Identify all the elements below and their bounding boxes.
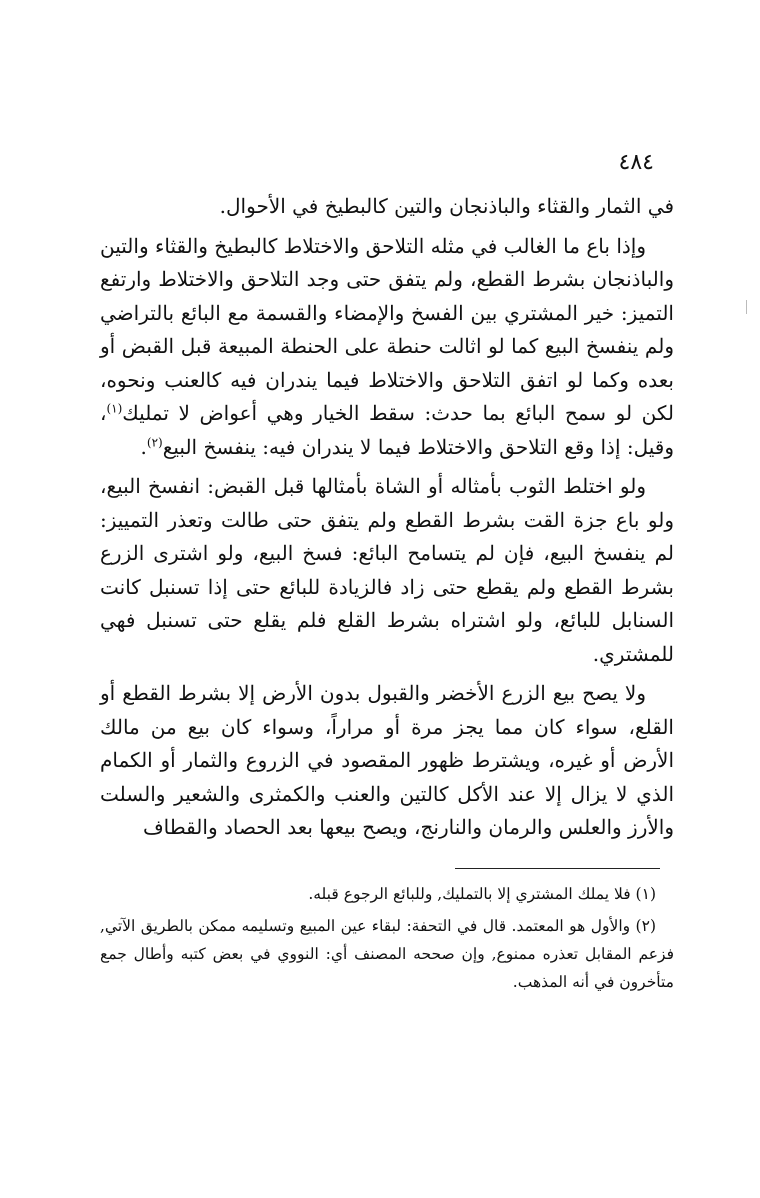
paragraph [100, 470, 674, 671]
paragraph-text: . [140, 434, 147, 459]
paragraph-text: ولا يصح بيع الزرع الأخضر والقبول بدون الأرض إلا بشرط القطع أو القلع، سواء كان مما يجز مرة أو مراراً، وسواء كان بيع من مالك الأرض أو غيره، ويشترط ظهور المقصود في الزروع والثمار أو الكمام الذي لا يزال إلا عند الأكل كالتين والعنب والكمثرى والشعير والسلت والأرز والعلس والرمان والنارنج، ويصح بيعها بعد الحصاد والقطاف [100, 681, 674, 839]
footnote: (١) فلا يملك المشتري إلا بالتمليك, وللبائع الرجوع قبله. [308, 885, 656, 903]
paragraph-text: في الثمار والقثاء والباذنجان والتين كالبطيخ في الأحوال. [219, 194, 674, 218]
footnote-reference[interactable]: (٢) [146, 434, 163, 449]
paragraph [100, 677, 674, 845]
paragraph-text: وإذا باع ما الغالب في مثله التلاحق والاختلاط كالبطيخ والقثاء والتين والباذنجان بشرط القطع، ولم يتفق حتى وجد التلاحق والاختلاط وارتفع التميز: خير المشتري بين الفسخ والإمضاء والقسمة مع البائع بالتراضي ولم ينفسخ البيع كما لو اثالت حنطة على الحنطة المبيعة قبل القبض أو بعده وكما لو اتفق التلاحق والاختلاط فيما يندران فيه كالعنب ونحوه، لكن لو سمح البائع بما حدث: سقط الخيار وهي أعواض لا تمليك [100, 233, 674, 425]
main-text [100, 190, 674, 851]
footnote-separator [455, 868, 660, 869]
paragraph-text: ولو اختلط الثوب بأمثاله أو الشاة بأمثالها قبل القبض: انفسخ البيع، ولو باع جزة القت بشرط القطع ولم يتفق حتى طالت وتعذر التمييز: لم ينفسخ البيع، فإن لم يتسامح البائع: فسخ البيع، ولو اشترى الزرع بشرط القطع ولم يقطع حتى زاد فالزيادة للبائع حتى إذا تسنبل كانت السنابل للبائع، ولو اشتراه بشرط القلع فلم يقلع حتى تسنبل فهي للمشتري. [100, 474, 674, 666]
paragraph-text: ، وقيل: إذا وقع التلاحق والاختلاط فيما لا يندران فيه: ينفسخ البيع [100, 401, 674, 459]
paragraph [100, 190, 674, 224]
footnote-reference[interactable]: (١) [106, 401, 123, 416]
footnotes [100, 880, 674, 1000]
page-number: ٤٨٤ [618, 150, 654, 175]
footnote: (٢) والأول هو المعتمد. قال في التحفة: لبقاء عين المبيع وتسليمه ممكن بالطريق الآتي, فزعم المقابل تعذره ممنوع, وإن صححه المصنف أي: النووي في بعض كتبه وأطال جمع متأخرون في أنه المذهب. [100, 917, 674, 991]
margin-mark [746, 300, 747, 314]
paragraph [100, 230, 674, 465]
